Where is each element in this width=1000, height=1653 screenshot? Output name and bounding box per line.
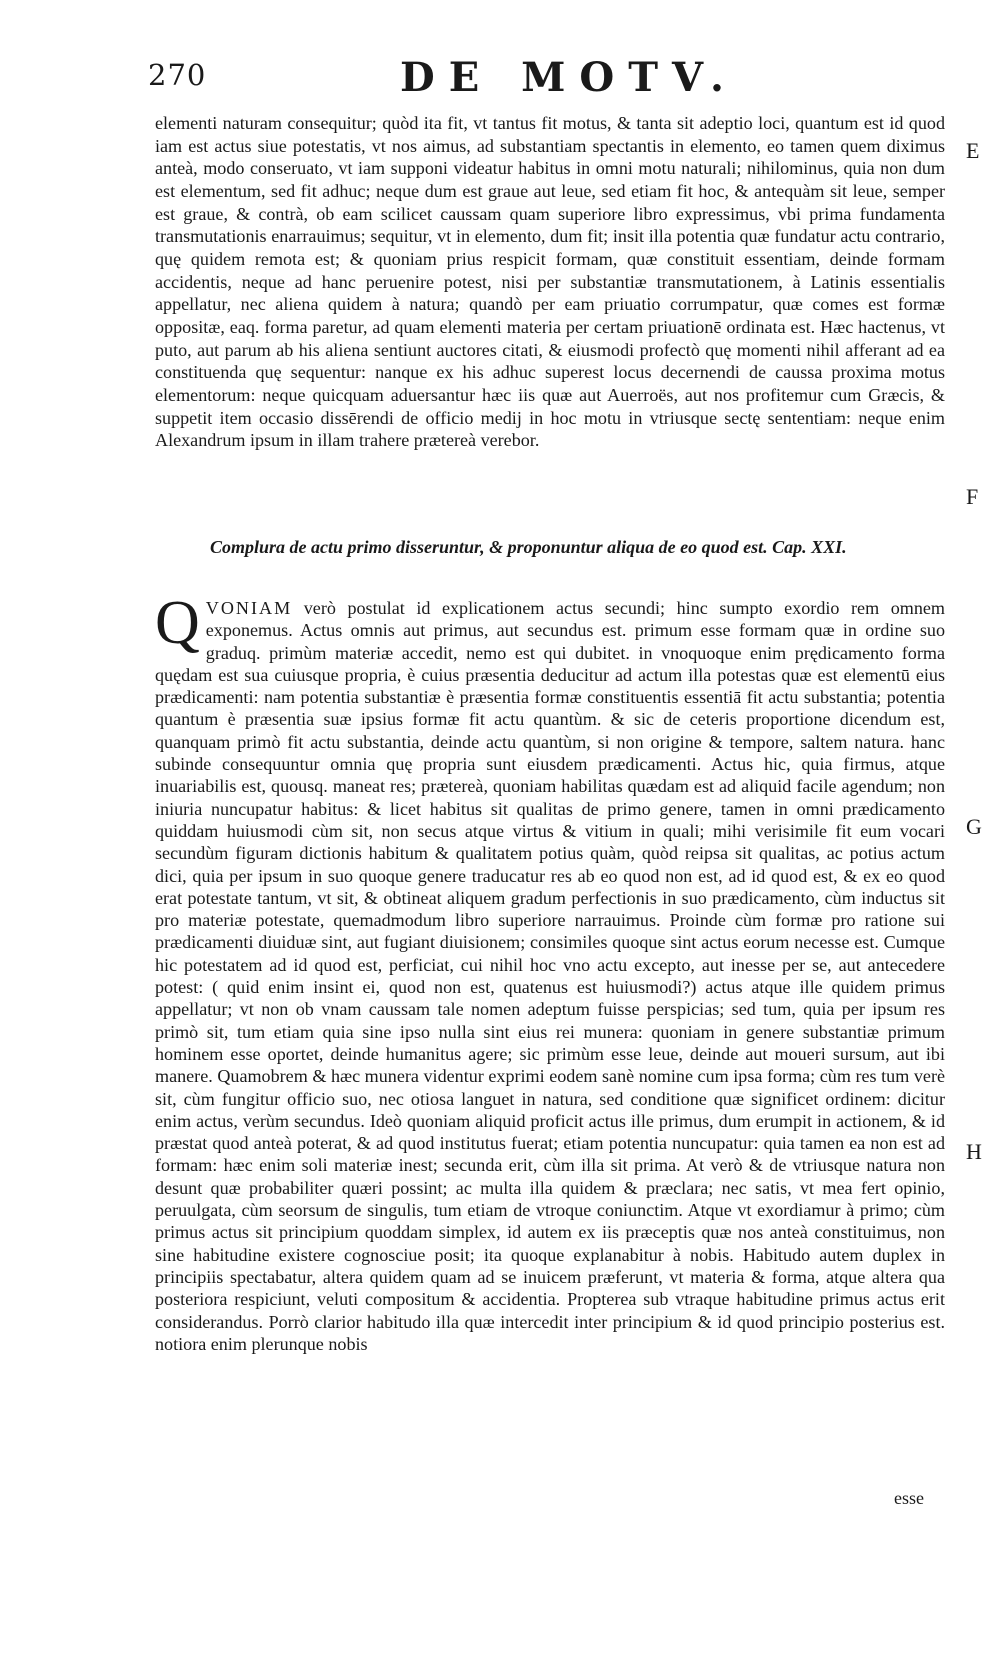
- chapter-body: [155, 589, 945, 1355]
- lead-word: VONIAM: [205, 598, 293, 618]
- margin-letter-e: E: [966, 138, 980, 163]
- paragraph-continuation: elementi naturam consequitur; quòd ita fit, vt tantus fit motus, & tanta sit adeptio loci, quantum est id quod iam est actus siue potestatis, vt nos aimus, ad substantiam spectantis in elemento, eo tamen quem diximus anteà, modo conseruato, vt iam supponi videatur habitus in omni motu naturali; nihilominus, quia non dum est elementum, sed fit adhuc; neque dum est graue aut leue, sed etiam fit hoc, & antequàm sit leue, semper est graue, & contrà, ob eam scilicet caussam quam superiore libro expressimus, vbi prima fundamenta transmutationis enarrauimus; sequitur, vt in elemento, dum fit; insit illa potentia quæ fundatur actu contrario, quę quidem remota est; & quoniam prius respicit formam, quæ constituit essentiam, deinde formam accidentis, neque ad hanc peruenire potest, nisi per substantiæ transmutationem, à Latinis essentialis appellatur, nec aliena quidem à natura; quandò per eam priuatio corrumpatur, quæ comes est formæ oppositæ, eaq. forma paretur, ad quam elementi materia per certam priuationē ordinata est. Hæc hactenus, vt puto, aut parum ab his aliena sentiunt auctores citati, & eiusmodi profectò quę momenti nihil afferant ad ea constituenda quę sequentur: nanque ex his adhuc superest locus decernendi de caussa proxima motus elementorum: neque quicquam aduersantur hæc iis quæ aut Auerroës, aut nos profitemur cum Græcis, & suppetit item occasio dissērendi de officio medij in hoc motu in vtriusque sectę sententiam: neque enim Alexandrum ipsum in illam trahere prætereà verebor.: [155, 113, 945, 451]
- margin-letter-g: G: [966, 814, 982, 839]
- running-head: DE MOTV.: [400, 54, 738, 101]
- catchword: esse: [894, 1488, 924, 1508]
- drop-cap: Q: [155, 589, 200, 657]
- page-number: 270: [148, 58, 207, 92]
- margin-letter-f: F: [966, 484, 979, 509]
- chapter-text: verò postulat id explicationem actus secundi; hinc sumpto exordio rem omnem exponemus. Actus omnis aut primus, aut secundus est. primum esse formam quæ in ordine suo graduq. primùm materiæ accedit, nemo est qui dubitet. in vnoquoque enim prędicamento forma quędam est sua cuiusque propria, è cuius præsentia deducitur ad actum illa potestas quæ est elementū eius prædicamenti: nam potentia substantiæ è præsentia formæ constituentis essentiā fit actu substantia; potentia quantum è præsentia suæ ipsius formæ fit actu quantùm. & sic de ceteris proportione dicendum est, quanquam primò fit actu substantia, deinde actu quantùm, si non origine & tempore, saltem natura. hanc subinde consequuntur omnia quę propria sunt eiusdem prædicamenti. Actus hic, quia firmus, atque inuariabilis est, quousq. maneat res; prætereà, quoniam habilitas quædam est ad aliquid facile agendum; non iniuria nuncupatur habitus: & licet habitus sit qualitas de primo genere, tamen in omni prædicamento quiddam huiusmodi cùm sit, non secus atque virtus & vitium in quali; mihi verisimile fit eum vocari secundùm figuram dictionis habitum & qualitatem potius quàm, quòd reipsa sit qualitas, ac potius actum dici, quia per ipsum in suo quoque genere traducatur res ab eo quod non est, ad id quod est, & ex eo quod erat potestate tantum, vt sit, & obtineat aliquem gradum perfectionis in suo prædicamento, cùm inductus sit pro materiæ potestate, quemadmodum libro superiore narrauimus. Proinde cùm formæ pro ratione sui prædicamenti diuiduæ sint, aut fugiant diuisionem; consimiles quoque sint actus eorum necesse est. Cumque hic potestatem ad id quod est, perficiat, cui nihil hoc vno actu excepto, aut inesse per se, aut antecedere potest: ( quid enim insint ei, quod non est, quatenus est huiusmodi?) actus atque ille quidem primus appellatur; vt non ob vnam caussam tale nomen adeptum fuisse perspicias; sed tum, quia per ipsum res primò sit, tum etiam quia sine ipso nulla sint eius rei munera: quoniam in genere substantiæ primum hominem esse oportet, deinde humanitus agere; sic primùm esse leue, deinde aut moueri sursum, aut ibi manere. Quamobrem & hæc munera videntur exprimi eodem sanè nomine cum ipsa forma; cùm res tum verè sit, cùm fungitur officio suo, nec otiosa languet in natura, sed conditione quæ significet ordinem: dicitur enim actus, verùm secundus. Ideò quoniam aliquid proficit actus ille primus, dum erumpit in actionem, & id præstat quod anteà poterat, & ad quod institutus fuerat; etiam potentia nuncupatur: quia tamen ea non est ad formam: hæc enim soli materiæ inest; secunda erit, cùm illa sit prima. At verò & de vtriusque natura non desunt quæ probabiliter quæri possint; ac multa illa quidem & præclara; nec satis, vt mea fert opinio, peruulgata, cùm seorsum de singulis, tum etiam de vtroque coniunctim. Atque vt exordiamur à primo; cùm primus actus sit principium quoddam simplex, id autem ex iis præceptis quæ nos anteà constituimus, non sine habitudine existere cognosciue posit; ita quoque explanabitur à nobis. Habitudo autem duplex in principiis spectabatur, altera quidem quam ad se inuicem præferunt, vt materia & forma, atque altera qua posteriora respiciunt, veluti compositum & accidentia. Propterea sub vtraque habitudine primus actus erit considerandus. Porrò clarior habitudo illa quæ intercedit inter principium & id quod principio posterius est. notiora enim plerunque nobis: [155, 598, 945, 1354]
- chapter-heading: Complura de actu primo disseruntur, & proponuntur aliqua de eo quod est. Cap. XXI.: [210, 537, 847, 557]
- margin-letter-h: H: [966, 1139, 982, 1164]
